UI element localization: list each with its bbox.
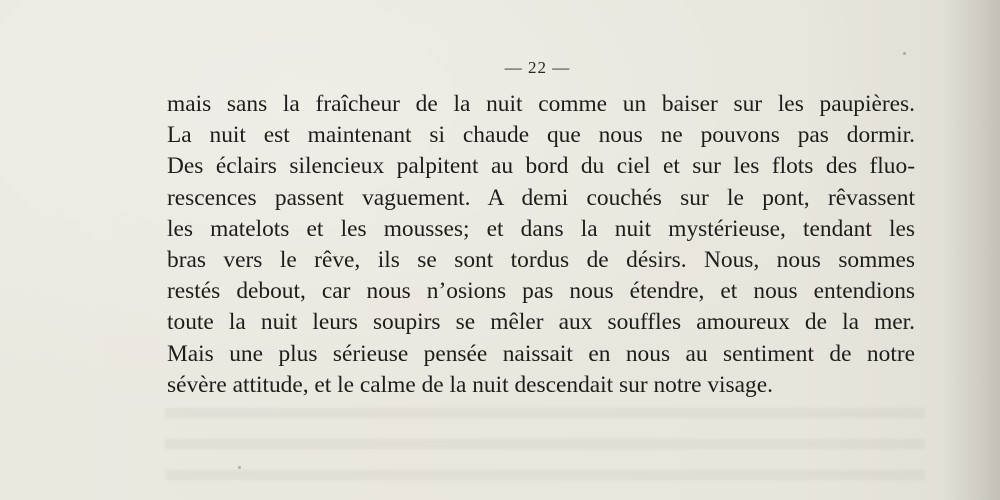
page-number: — 22 — [504,58,571,77]
paper-speck [903,52,906,55]
text-line: Mais une plus sérieuse pensée naissait en nous au sentiment de notre [167,340,915,367]
text-line: Des éclairs silencieux palpitent au bord du ciel et sur les flots des fluo- [167,153,915,180]
text-line: restés debout, car nous n’osions pas nous étendre, et nous entendions [167,278,915,305]
body-text [167,89,915,401]
text-line: bras vers le rêve, ils se sont tordus de désirs. Nous, nous sommes [167,247,915,274]
text-line: toute la nuit leurs soupirs se mêler aux souffles amoureux de la mer. [167,309,915,336]
text-line: rescences passent vaguement. A demi couchés sur le pont, rêvassent [167,184,915,211]
text-line: les matelots et les mousses; et dans la nuit mystérieuse, tendant les [167,215,915,242]
show-through-text [165,408,925,498]
text-line: mais sans la fraîcheur de la nuit comme un baiser sur les paupières. [167,91,915,117]
text-line: La nuit est maintenant si chaude que nous ne pouvons pas dormir. [167,122,915,149]
paper-speck [238,466,241,469]
text-line: sévère attitude, et le calme de la nuit descendait sur notre visage. [167,371,773,398]
